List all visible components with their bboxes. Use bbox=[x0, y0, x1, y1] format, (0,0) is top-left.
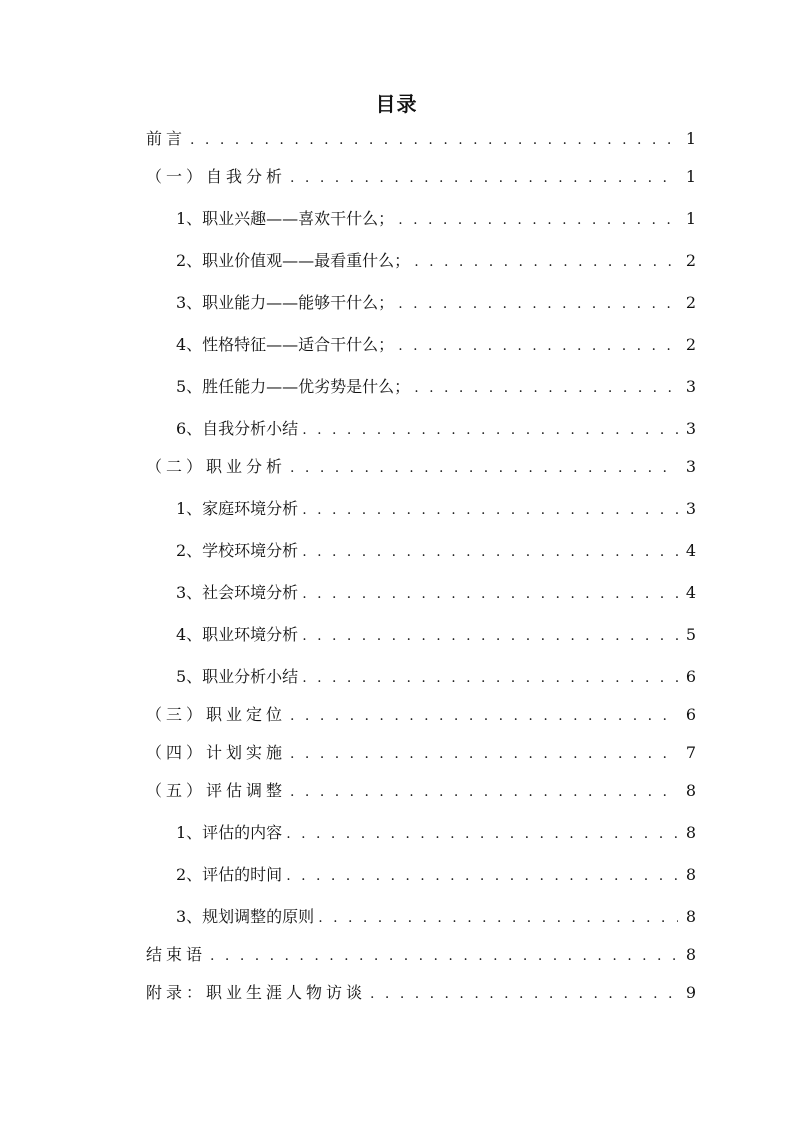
toc-leader-dots bbox=[290, 449, 678, 487]
toc-entry-career-summary[interactable] bbox=[146, 654, 696, 696]
toc-page-number: 3 bbox=[685, 457, 696, 476]
toc-leader-dots bbox=[398, 281, 678, 327]
toc-leader-dots bbox=[398, 323, 678, 369]
toc-leader-dots bbox=[302, 487, 678, 533]
toc-page-number: 8 bbox=[685, 907, 696, 926]
toc-entry-label: 2、学校环境分析 bbox=[176, 541, 299, 560]
toc-page-number: 8 bbox=[685, 945, 696, 964]
toc-entry-social-environment[interactable] bbox=[146, 570, 696, 612]
toc-leader-dots bbox=[290, 159, 678, 197]
toc-page-number: 4 bbox=[685, 541, 696, 560]
toc-page-number: 2 bbox=[685, 293, 696, 312]
toc-entry-label: 2、评估的时间 bbox=[176, 865, 283, 884]
toc-entry-label: 3、社会环境分析 bbox=[176, 583, 299, 602]
toc-entry-label: 5、职业分析小结 bbox=[176, 667, 299, 686]
toc-entry-label: 4、职业环境分析 bbox=[176, 625, 299, 644]
toc-page-number: 3 bbox=[685, 377, 696, 396]
toc-leader-dots bbox=[302, 655, 678, 701]
toc-leader-dots bbox=[398, 197, 678, 243]
toc-entry-preface[interactable] bbox=[146, 120, 696, 158]
toc-entry-label: 1、家庭环境分析 bbox=[176, 499, 299, 518]
toc-entry-label: 1、评估的内容 bbox=[176, 823, 283, 842]
toc-entry-label: 1、职业兴趣——喜欢干什么； bbox=[176, 209, 395, 228]
toc-entry-evaluation-content[interactable] bbox=[146, 810, 696, 852]
toc-page-number: 3 bbox=[685, 499, 696, 518]
toc-entry-self-summary[interactable] bbox=[146, 406, 696, 448]
toc-page-number: 7 bbox=[685, 743, 696, 762]
toc-leader-dots bbox=[290, 697, 678, 735]
toc-entry-adjustment-principles[interactable] bbox=[146, 894, 696, 936]
toc-entry-label: 5、胜任能力——优劣势是什么； bbox=[176, 377, 411, 396]
toc-leader-dots bbox=[370, 975, 678, 1013]
toc-entry-label: 3、职业能力——能够干什么； bbox=[176, 293, 395, 312]
toc-page-number: 1 bbox=[685, 129, 696, 148]
toc-leader-dots bbox=[318, 895, 678, 941]
toc-entry-label: （四）计划实施 bbox=[146, 743, 287, 762]
toc-entry-conclusion[interactable] bbox=[146, 936, 696, 974]
toc-entry-label: 3、规划调整的原则 bbox=[176, 907, 315, 926]
toc-entry-appendix[interactable] bbox=[146, 974, 696, 1012]
toc-entry-plan-implementation[interactable] bbox=[146, 734, 696, 772]
toc-page-number: 9 bbox=[685, 983, 696, 1002]
toc-entry-career-environment[interactable] bbox=[146, 612, 696, 654]
toc-page-number: 6 bbox=[685, 705, 696, 724]
toc-page-number: 2 bbox=[685, 251, 696, 270]
toc-leader-dots bbox=[302, 529, 678, 575]
toc-leader-dots bbox=[286, 853, 678, 899]
toc-entry-competency[interactable] bbox=[146, 364, 696, 406]
toc-page-number: 8 bbox=[685, 865, 696, 884]
toc-entry-evaluation-adjustment[interactable] bbox=[146, 772, 696, 810]
toc-leader-dots bbox=[290, 773, 678, 811]
toc-entry-label: 4、性格特征——适合干什么； bbox=[176, 335, 395, 354]
toc-entry-label: 2、职业价值观——最看重什么； bbox=[176, 251, 411, 270]
toc-entry-career-interest[interactable] bbox=[146, 196, 696, 238]
toc-leader-dots bbox=[302, 571, 678, 617]
toc-leader-dots bbox=[290, 735, 678, 773]
toc-entry-career-analysis[interactable] bbox=[146, 448, 696, 486]
toc-entry-label: （二）职业分析 bbox=[146, 457, 287, 476]
toc-leader-dots bbox=[414, 365, 678, 411]
toc-page-number: 8 bbox=[685, 781, 696, 800]
toc-entry-self-analysis[interactable] bbox=[146, 158, 696, 196]
toc-leader-dots bbox=[414, 239, 678, 285]
toc-leader-dots bbox=[286, 811, 678, 857]
toc-entry-label: （五）评估调整 bbox=[146, 781, 287, 800]
toc-entry-personality[interactable] bbox=[146, 322, 696, 364]
toc-entry-career-values[interactable] bbox=[146, 238, 696, 280]
toc-leader-dots bbox=[302, 407, 678, 453]
toc-leader-dots bbox=[210, 937, 678, 975]
toc-page-number: 4 bbox=[685, 583, 696, 602]
toc-entry-career-positioning[interactable] bbox=[146, 696, 696, 734]
toc-entry-school-environment[interactable] bbox=[146, 528, 696, 570]
toc-page-number: 8 bbox=[685, 823, 696, 842]
toc-entry-label: （三）职业定位 bbox=[146, 705, 287, 724]
toc-entry-label: 6、自我分析小结 bbox=[176, 419, 299, 438]
toc-page-number: 3 bbox=[685, 419, 696, 438]
toc-page-number: 2 bbox=[685, 335, 696, 354]
toc-entry-label: 前言 bbox=[146, 129, 187, 148]
toc-page-number: 6 bbox=[685, 667, 696, 686]
toc-entry-label: 结束语 bbox=[146, 945, 207, 964]
toc-entry-family-environment[interactable] bbox=[146, 486, 696, 528]
toc-page-number: 5 bbox=[685, 625, 696, 644]
toc-page-number: 1 bbox=[685, 167, 696, 186]
toc-entry-label: 附录：职业生涯人物访谈 bbox=[146, 983, 367, 1002]
table-of-contents bbox=[146, 120, 696, 1012]
toc-entry-career-ability[interactable] bbox=[146, 280, 696, 322]
toc-leader-dots bbox=[302, 613, 678, 659]
toc-leader-dots bbox=[190, 121, 678, 159]
toc-entry-label: （一）自我分析 bbox=[146, 167, 287, 186]
toc-entry-evaluation-time[interactable] bbox=[146, 852, 696, 894]
page-title: 目录 bbox=[375, 92, 418, 116]
toc-page-number: 1 bbox=[685, 209, 696, 228]
